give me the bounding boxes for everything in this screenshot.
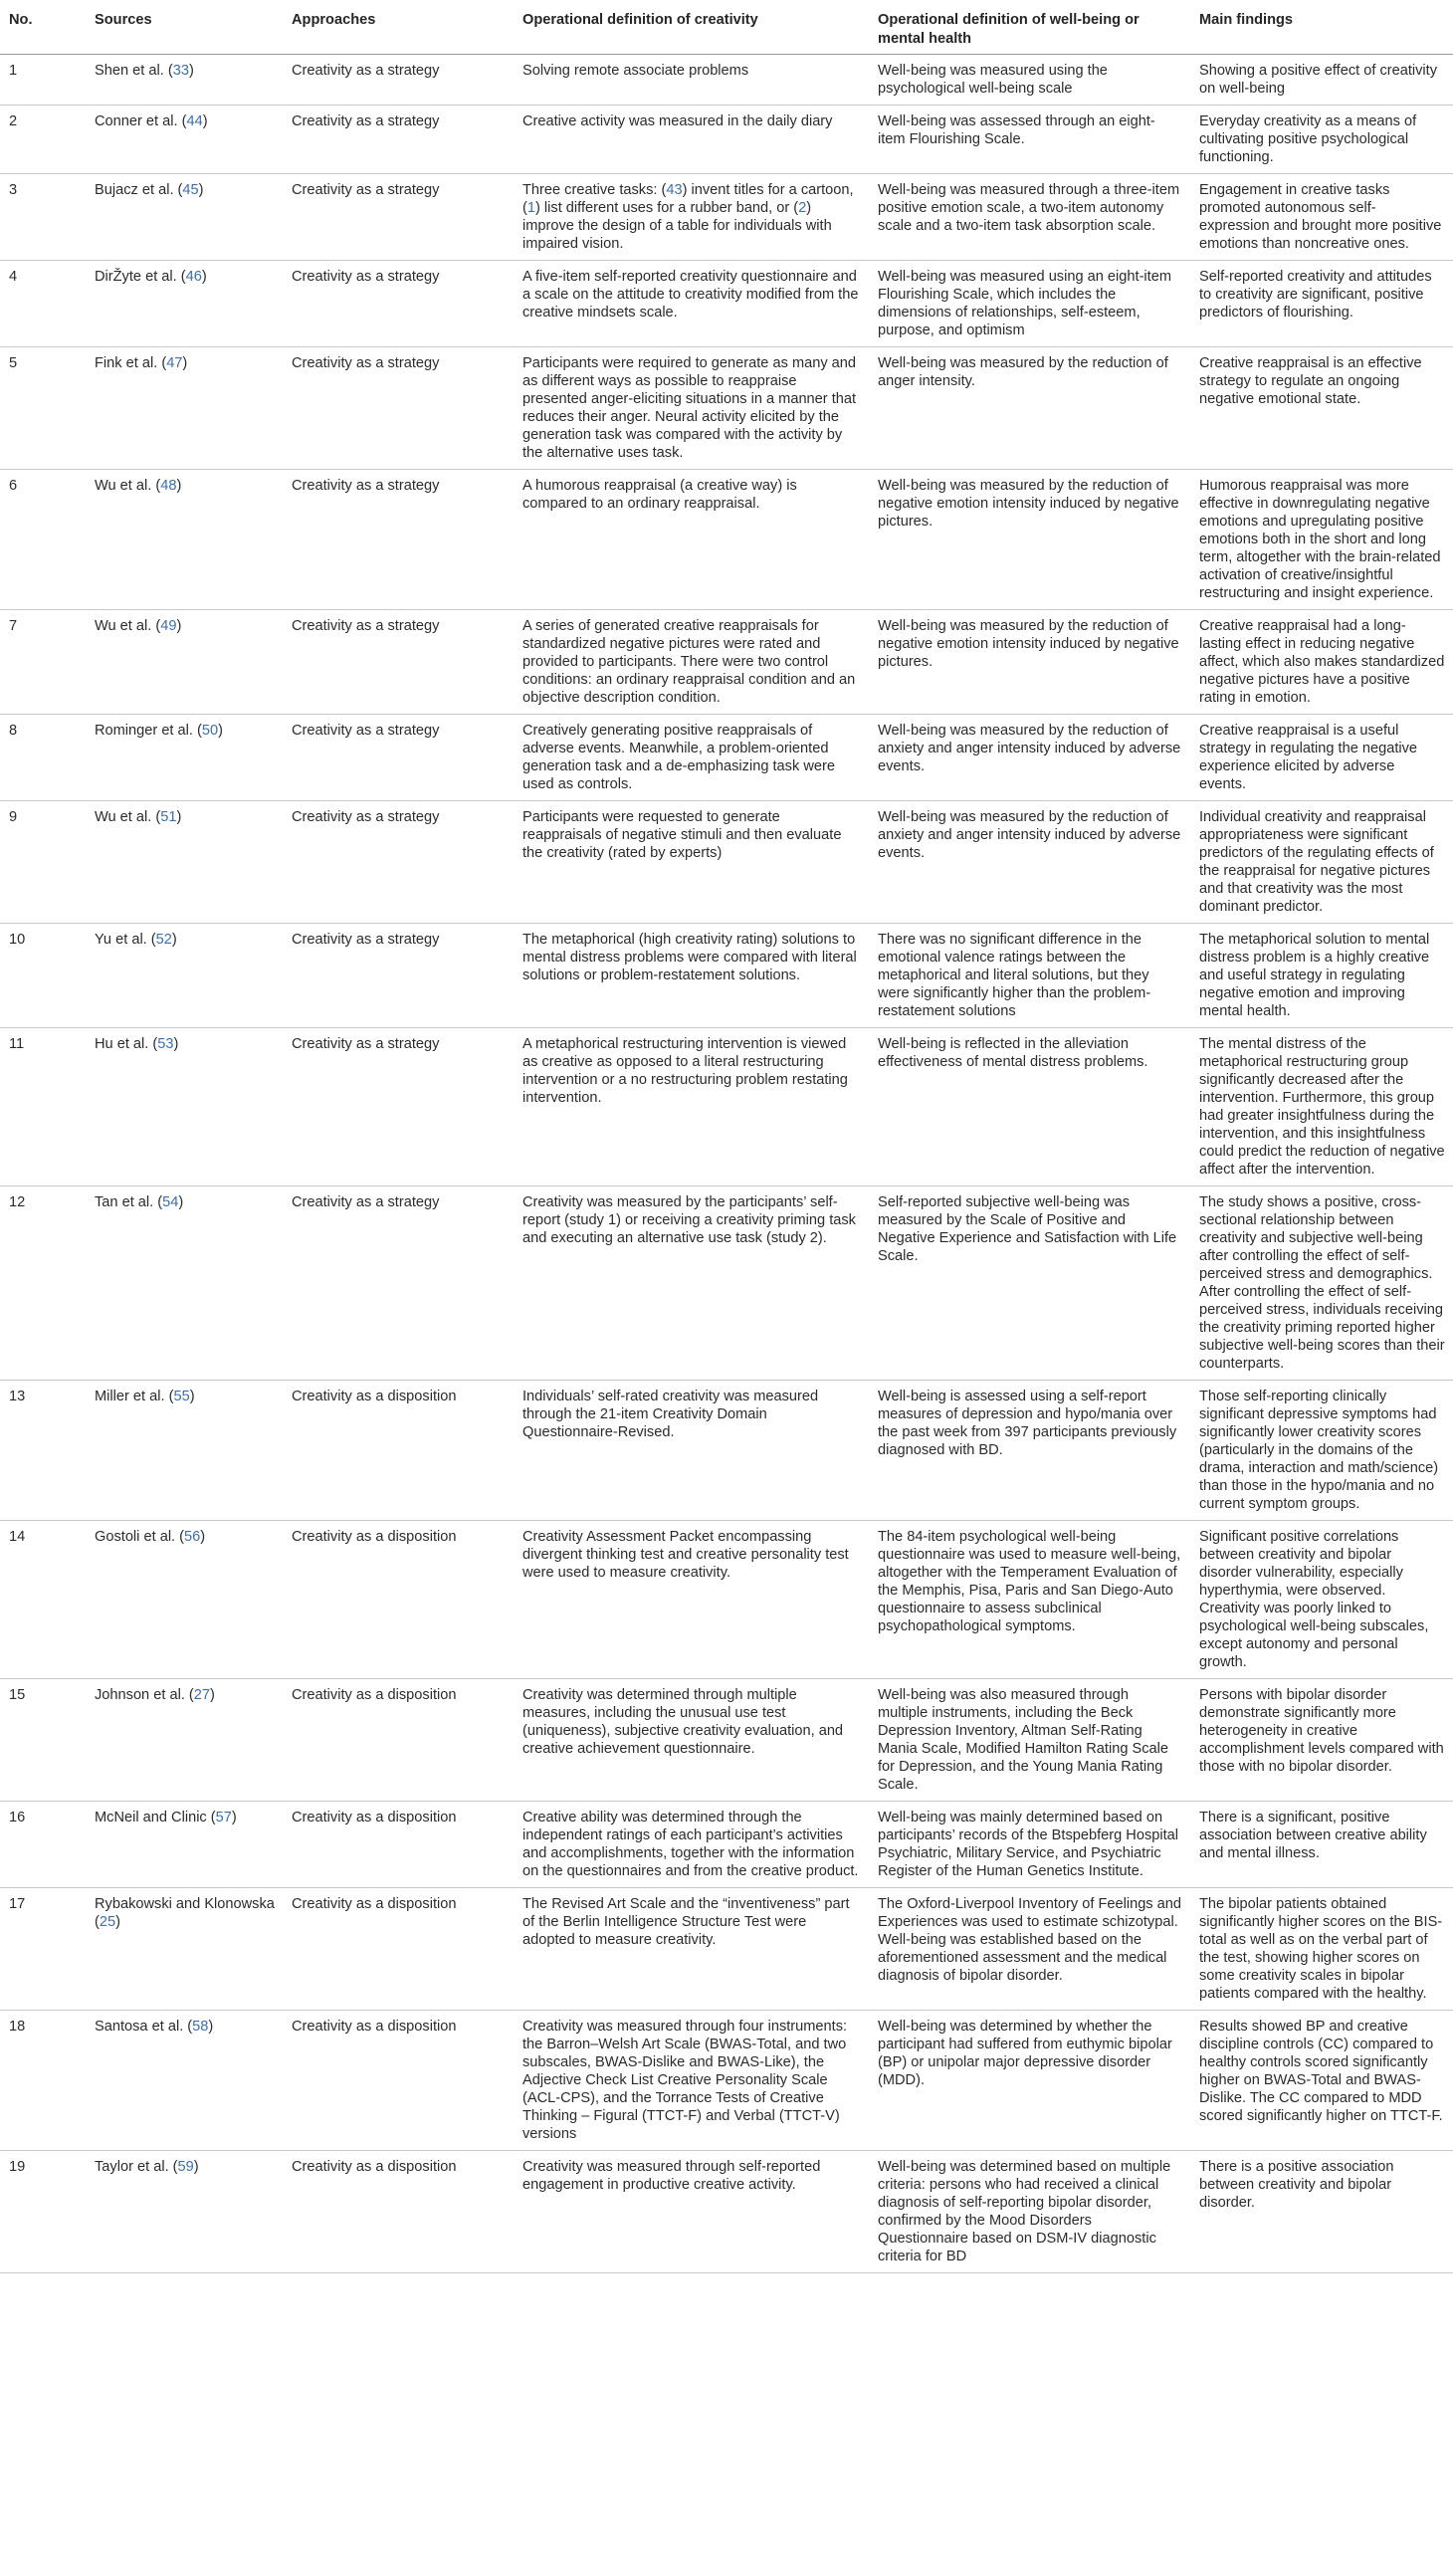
cell-source: Wu et al. (51) xyxy=(86,801,283,924)
reference-link[interactable]: 1 xyxy=(526,200,535,216)
cell-no: 14 xyxy=(0,1521,86,1679)
cell-source: Shen et al. (33) xyxy=(86,55,283,106)
reference-link[interactable]: 25 xyxy=(99,1914,116,1930)
definition-text: A five-item self-reported creativity questionnaire and a scale on the attitude to creativity modified from the creative mindsets scale. xyxy=(522,269,859,321)
source-name: Rybakowski and Klonowska xyxy=(95,1896,275,1912)
reference-link[interactable]: 43 xyxy=(666,182,683,198)
cell-approach: Creativity as a strategy xyxy=(283,801,514,924)
cell-wellbeing-definition: Well-being was measured by the reduction of anxiety and anger intensity induced by adverse events. xyxy=(869,715,1190,801)
cell-no: 4 xyxy=(0,261,86,347)
cell-no: 9 xyxy=(0,801,86,924)
cell-creativity-definition xyxy=(514,1521,869,1679)
cell-wellbeing-definition: The 84-item psychological well-being questionnaire was used to measure well-being, altogether with the Temperament Evaluation of the Memphis, Pisa, Paris and San Diego-Auto questionnaire to assess subclinical psychopathological symptoms. xyxy=(869,1521,1190,1679)
cell-main-findings: Showing a positive effect of creativity on well-being xyxy=(1190,55,1453,106)
source-name: Conner et al. xyxy=(95,113,178,129)
cell-creativity-definition xyxy=(514,1028,869,1186)
cell-creativity-definition xyxy=(514,2151,869,2273)
cell-approach: Creativity as a strategy xyxy=(283,1028,514,1186)
reference-link[interactable]: 33 xyxy=(172,63,189,79)
cell-source: Santosa et al. (58) xyxy=(86,2011,283,2151)
cell-approach: Creativity as a disposition xyxy=(283,1381,514,1521)
cell-creativity-definition xyxy=(514,2011,869,2151)
source-name: Gostoli et al. xyxy=(95,1529,176,1545)
reference-link[interactable]: 59 xyxy=(177,2159,194,2175)
reference-link[interactable]: 50 xyxy=(201,723,219,739)
cell-main-findings: There is a positive association between creativity and bipolar disorder. xyxy=(1190,2151,1453,2273)
cell-main-findings: Creative reappraisal had a long-lasting effect in reducing negative affect, which also makes standardized negative pictures have a positive rating in emotion. xyxy=(1190,610,1453,715)
reference-link[interactable]: 44 xyxy=(186,113,203,129)
cell-creativity-definition xyxy=(514,1679,869,1802)
cell-source: Wu et al. (49) xyxy=(86,610,283,715)
table-row xyxy=(0,1381,1453,1521)
cell-wellbeing-definition: Well-being was measured by the reduction of anxiety and anger intensity induced by adverse events. xyxy=(869,801,1190,924)
cell-wellbeing-definition: Well-being was determined based on multiple criteria: persons who had received a clinical diagnosis of self-reporting bipolar disorder, confirmed by the Mood Disorders Questionnaire based on DSM-IV diagnostic criteria for BD xyxy=(869,2151,1190,2273)
table-header xyxy=(0,0,1453,55)
source-name: Taylor et al. xyxy=(95,2159,169,2175)
cell-main-findings: Significant positive correlations between creativity and bipolar disorder vulnerability, especially hyperthymia, were observed. Creativity was poorly linked to psychological well-being subscales, except autonomy and personal growth. xyxy=(1190,1521,1453,1679)
table-row xyxy=(0,1888,1453,2011)
cell-main-findings: Results showed BP and creative discipline controls (CC) compared to healthy controls scored significantly higher on BWAS-Total and BWAS-Dislike. The CC compared to MDD scored significantly higher on TTCT-F. xyxy=(1190,2011,1453,2151)
table-row xyxy=(0,2151,1453,2273)
cell-wellbeing-definition: Well-being was measured by the reduction of negative emotion intensity induced by negative pictures. xyxy=(869,610,1190,715)
cell-approach: Creativity as a strategy xyxy=(283,174,514,261)
cell-main-findings: The metaphorical solution to mental distress problem is a highly creative and useful strategy in regulating negative emotion and improving mental health. xyxy=(1190,924,1453,1028)
source-name: Yu et al. xyxy=(95,932,147,948)
cell-source: Johnson et al. (27) xyxy=(86,1679,283,1802)
cell-approach: Creativity as a disposition xyxy=(283,2011,514,2151)
table-row xyxy=(0,2011,1453,2151)
source-name: Rominger et al. xyxy=(95,723,193,739)
table-row xyxy=(0,610,1453,715)
reference-link[interactable]: 55 xyxy=(173,1389,190,1404)
reference-link[interactable]: 54 xyxy=(162,1194,179,1210)
definition-text: Three creative tasks: ( xyxy=(522,182,667,198)
cell-main-findings: The mental distress of the metaphorical restructuring group significantly decreased after the intervention. Furthermore, this group had greater insightfulness during the intervention, and this insightfulness could predict the reduction of negative affect after the intervention. xyxy=(1190,1028,1453,1186)
table-row xyxy=(0,1521,1453,1679)
cell-source: Fink et al. (47) xyxy=(86,347,283,470)
reference-link[interactable]: 47 xyxy=(166,355,183,371)
cell-wellbeing-definition: Well-being was also measured through multiple instruments, including the Beck Depression Inventory, Altman Self-Rating Mania Scale, Modified Hamilton Rating Scale for Depression, and the Young Mania Rating Scale. xyxy=(869,1679,1190,1802)
header-main-findings: Main findings xyxy=(1190,0,1453,55)
reference-link[interactable]: 57 xyxy=(215,1810,232,1825)
definition-text: A metaphorical restructuring intervention is viewed as creative as opposed to a literal restructuring intervention or a no restructuring problem restating intervention. xyxy=(522,1036,848,1106)
cell-wellbeing-definition: Well-being is assessed using a self-report measures of depression and hypo/mania over the past week from 397 participants previously diagnosed with BD. xyxy=(869,1381,1190,1521)
cell-main-findings: Persons with bipolar disorder demonstrate significantly more heterogeneity in creative accomplishment levels compared with those with no bipolar disorder. xyxy=(1190,1679,1453,1802)
definition-text: Individuals’ self-rated creativity was measured through the 21-item Creativity Domain Questionnaire-Revised. xyxy=(522,1389,819,1440)
definition-text: The Revised Art Scale and the “inventiveness” part of the Berlin Intelligence Structure Test were adopted to measure creativity. xyxy=(522,1896,850,1948)
cell-wellbeing-definition: Well-being was measured by the reduction of negative emotion intensity induced by negative pictures. xyxy=(869,470,1190,610)
cell-approach: Creativity as a strategy xyxy=(283,106,514,174)
reference-link[interactable]: 58 xyxy=(192,2019,209,2035)
cell-main-findings: Self-reported creativity and attitudes to creativity are significant, positive predictors of flourishing. xyxy=(1190,261,1453,347)
cell-approach: Creativity as a strategy xyxy=(283,610,514,715)
cell-wellbeing-definition: Well-being is reflected in the alleviation effectiveness of mental distress problems. xyxy=(869,1028,1190,1186)
cell-source: Bujacz et al. (45) xyxy=(86,174,283,261)
definition-text: Participants were required to generate as many and as different ways as possible to reappraise presented anger-eliciting situations in a manner that reduces their anger. Neural activity elicited by the generation task was compared with the activity by the alternative uses task. xyxy=(522,355,857,461)
cell-no: 11 xyxy=(0,1028,86,1186)
cell-source: Rybakowski and Klonowska (25) xyxy=(86,1888,283,2011)
cell-no: 8 xyxy=(0,715,86,801)
source-name: Wu et al. xyxy=(95,809,152,825)
cell-creativity-definition xyxy=(514,347,869,470)
cell-source: Tan et al. (54) xyxy=(86,1186,283,1381)
reference-link[interactable]: 49 xyxy=(160,618,177,634)
table-row xyxy=(0,261,1453,347)
source-name: Bujacz et al. xyxy=(95,182,174,198)
definition-text: ) list different uses for a rubber band, or ( xyxy=(535,200,799,216)
header-approaches: Approaches xyxy=(283,0,514,55)
reference-link[interactable]: 2 xyxy=(798,200,807,216)
definition-text: Creativity was measured through self-reported engagement in productive creative activity. xyxy=(522,2159,821,2193)
cell-source: McNeil and Clinic (57) xyxy=(86,1802,283,1888)
table-row xyxy=(0,801,1453,924)
cell-wellbeing-definition: Well-being was measured using the psychological well-being scale xyxy=(869,55,1190,106)
cell-approach: Creativity as a disposition xyxy=(283,1802,514,1888)
definition-text: Participants were requested to generate reappraisals of negative stimuli and then evaluate the creativity (rated by experts) xyxy=(522,809,842,861)
definition-text: Creativity was measured through four instruments: the Barron–Welsh Art Scale (BWAS-Total, and two subscales, BWAS-Dislike and BWAS-Like), the Adjective Check List Creative Personality Scale (ACL-CPS), and the Torrance Tests of Creative Thinking – Figural (TTCT-F) and Verbal (TTCT-V) versions xyxy=(522,2019,848,2142)
cell-main-findings: There is a significant, positive association between creative ability and mental illness. xyxy=(1190,1802,1453,1888)
cell-wellbeing-definition: Well-being was mainly determined based on participants’ records of the Btspebferg Hospital Psychiatric, Military Service, and Psychiatric Register of the Human Genetics Institute. xyxy=(869,1802,1190,1888)
cell-approach: Creativity as a strategy xyxy=(283,1186,514,1381)
table-body xyxy=(0,55,1453,2273)
cell-source: Taylor et al. (59) xyxy=(86,2151,283,2273)
header-no: No. xyxy=(0,0,86,55)
cell-creativity-definition xyxy=(514,801,869,924)
cell-approach: Creativity as a strategy xyxy=(283,924,514,1028)
cell-approach: Creativity as a strategy xyxy=(283,470,514,610)
table-row xyxy=(0,924,1453,1028)
definition-text: Creativity was measured by the participants’ self-report (study 1) or receiving a creativity priming task and executing an alternative use task (study 2). xyxy=(522,1194,856,1246)
cell-approach: Creativity as a strategy xyxy=(283,347,514,470)
cell-source: Conner et al. (44) xyxy=(86,106,283,174)
cell-creativity-definition xyxy=(514,106,869,174)
cell-no: 7 xyxy=(0,610,86,715)
cell-main-findings: Individual creativity and reappraisal appropriateness were significant predictors of the regulating effects of the reappraisal for negative pictures and that creativity was the most dominant predictor. xyxy=(1190,801,1453,924)
cell-source: Gostoli et al. (56) xyxy=(86,1521,283,1679)
cell-wellbeing-definition: Well-being was assessed through an eight-item Flourishing Scale. xyxy=(869,106,1190,174)
cell-source: DirŽyte et al. (46) xyxy=(86,261,283,347)
table-row xyxy=(0,1028,1453,1186)
cell-creativity-definition xyxy=(514,715,869,801)
source-name: Hu et al. xyxy=(95,1036,149,1052)
header-wellbeing-definition: Operational definition of well-being or mental health xyxy=(869,0,1190,55)
cell-main-findings: Everyday creativity as a means of cultivating positive psychological functioning. xyxy=(1190,106,1453,174)
cell-wellbeing-definition: The Oxford-Liverpool Inventory of Feelings and Experiences was used to estimate schizotypal. Well-being was established based on the aforementioned assessment and the medical diagnosis of bipolar disorder. xyxy=(869,1888,1190,2011)
table-row xyxy=(0,715,1453,801)
source-name: Fink et al. xyxy=(95,355,158,371)
cell-wellbeing-definition: Well-being was measured using an eight-item Flourishing Scale, which includes the dimensions of relationships, self-esteem, purpose, and optimism xyxy=(869,261,1190,347)
cell-approach: Creativity as a strategy xyxy=(283,715,514,801)
cell-no: 12 xyxy=(0,1186,86,1381)
cell-no: 17 xyxy=(0,1888,86,2011)
cell-creativity-definition xyxy=(514,470,869,610)
cell-no: 19 xyxy=(0,2151,86,2273)
cell-no: 16 xyxy=(0,1802,86,1888)
table-row xyxy=(0,174,1453,261)
definition-text: Creative activity was measured in the daily diary xyxy=(522,113,833,129)
table-row xyxy=(0,470,1453,610)
cell-source: Wu et al. (48) xyxy=(86,470,283,610)
cell-main-findings: Creative reappraisal is a useful strategy in regulating the negative experience elicited by adverse events. xyxy=(1190,715,1453,801)
definition-text: The metaphorical (high creativity rating) solutions to mental distress problems were compared with literal solutions or problem-restatement solutions. xyxy=(522,932,857,983)
source-name: Wu et al. xyxy=(95,478,152,494)
source-name: Miller et al. xyxy=(95,1389,165,1404)
reference-link[interactable]: 46 xyxy=(185,269,202,285)
definition-text: Creatively generating positive reappraisals of adverse events. Meanwhile, a problem-oriented generation task and a de-emphasizing task were used as controls. xyxy=(522,723,835,792)
cell-wellbeing-definition: There was no significant difference in the emotional valence ratings between the metaphorical and literal solutions, but they were significantly higher than the problem-restatement solutions xyxy=(869,924,1190,1028)
cell-creativity-definition xyxy=(514,55,869,106)
source-name: DirŽyte et al. xyxy=(95,269,177,285)
source-name: Tan et al. xyxy=(95,1194,154,1210)
definition-text: ) improve the design of a table for individuals with impaired vision. xyxy=(522,200,832,252)
cell-creativity-definition xyxy=(514,1381,869,1521)
definition-text: Creativity was determined through multiple measures, including the unusual use test (uniqueness), subjective creativity evaluation, and creative achievement questionnaire. xyxy=(522,1687,844,1757)
definition-text: Solving remote associate problems xyxy=(522,63,749,79)
cell-approach: Creativity as a strategy xyxy=(283,55,514,106)
cell-wellbeing-definition: Well-being was measured through a three-item positive emotion scale, a two-item autonomy scale and a two-item task absorption scale. xyxy=(869,174,1190,261)
reference-link[interactable]: 51 xyxy=(160,809,177,825)
table-row xyxy=(0,1802,1453,1888)
cell-source: Rominger et al. (50) xyxy=(86,715,283,801)
reference-link[interactable]: 45 xyxy=(182,182,199,198)
table-row xyxy=(0,1186,1453,1381)
definition-text: Creativity Assessment Packet encompassing divergent thinking test and creative personality test were used to measure creativity. xyxy=(522,1529,849,1581)
cell-creativity-definition xyxy=(514,261,869,347)
table-row xyxy=(0,55,1453,106)
cell-main-findings: Humorous reappraisal was more effective in downregulating negative emotions and upregulating positive emotions both in the short and long term, altogether with the brain-related activation of creative/insightful restructuring and insight experience. xyxy=(1190,470,1453,610)
reference-link[interactable]: 56 xyxy=(184,1529,201,1545)
cell-approach: Creativity as a strategy xyxy=(283,261,514,347)
source-name: Johnson et al. xyxy=(95,1687,185,1703)
cell-main-findings: Engagement in creative tasks promoted autonomous self-expression and brought more positive emotions than noncreative ones. xyxy=(1190,174,1453,261)
table-row xyxy=(0,347,1453,470)
cell-wellbeing-definition: Well-being was measured by the reduction of anger intensity. xyxy=(869,347,1190,470)
cell-wellbeing-definition: Self-reported subjective well-being was measured by the Scale of Positive and Negative Experience and Satisfaction with Life Scale. xyxy=(869,1186,1190,1381)
cell-creativity-definition xyxy=(514,174,869,261)
cell-approach: Creativity as a disposition xyxy=(283,1679,514,1802)
cell-creativity-definition xyxy=(514,1888,869,2011)
definition-text: A series of generated creative reappraisals for standardized negative pictures were rated and provided to participants. There were two control conditions: an ordinary reappraisal condition and an objective description condition. xyxy=(522,618,856,706)
cell-wellbeing-definition: Well-being was determined by whether the participant had suffered from euthymic bipolar (BP) or unipolar major depressive disorder (MDD). xyxy=(869,2011,1190,2151)
cell-creativity-definition xyxy=(514,1186,869,1381)
source-name: Wu et al. xyxy=(95,618,152,634)
cell-creativity-definition xyxy=(514,924,869,1028)
reference-link[interactable]: 52 xyxy=(155,932,172,948)
cell-approach: Creativity as a disposition xyxy=(283,1888,514,2011)
cell-no: 18 xyxy=(0,2011,86,2151)
cell-no: 2 xyxy=(0,106,86,174)
cell-main-findings: Creative reappraisal is an effective strategy to regulate an ongoing negative emotional state. xyxy=(1190,347,1453,470)
cell-creativity-definition xyxy=(514,1802,869,1888)
cell-no: 6 xyxy=(0,470,86,610)
reference-link[interactable]: 53 xyxy=(157,1036,174,1052)
cell-source: Miller et al. (55) xyxy=(86,1381,283,1521)
cell-no: 10 xyxy=(0,924,86,1028)
definition-text: ) invent titles for a cartoon, ( xyxy=(522,182,854,216)
cell-no: 13 xyxy=(0,1381,86,1521)
definition-text: A humorous reappraisal (a creative way) is compared to an ordinary reappraisal. xyxy=(522,478,797,512)
cell-no: 1 xyxy=(0,55,86,106)
cell-main-findings: The bipolar patients obtained significantly higher scores on the BIS-total as well as on the verbal part of the test, showing higher scores on some creativity scales in bipolar patients compared with the healthy. xyxy=(1190,1888,1453,2011)
table-row xyxy=(0,106,1453,174)
source-name: McNeil and Clinic xyxy=(95,1810,207,1825)
cell-source: Yu et al. (52) xyxy=(86,924,283,1028)
reference-link[interactable]: 48 xyxy=(160,478,177,494)
cell-main-findings: The study shows a positive, cross-sectional relationship between creativity and subjective well-being after controlling the effect of self-perceived stress and demographics. After controlling the effect of self-perceived stress, individuals receiving the creativity priming reported higher subjective well-being scores than their counterparts. xyxy=(1190,1186,1453,1381)
cell-approach: Creativity as a disposition xyxy=(283,1521,514,1679)
cell-creativity-definition xyxy=(514,610,869,715)
header-creativity-definition: Operational definition of creativity xyxy=(514,0,869,55)
cell-approach: Creativity as a disposition xyxy=(283,2151,514,2273)
header-sources: Sources xyxy=(86,0,283,55)
cell-no: 15 xyxy=(0,1679,86,1802)
table-row xyxy=(0,1679,1453,1802)
definition-text: Creative ability was determined through the independent ratings of each participant’s activities and accomplishments, together with the information on the questionnaires and from the creative product. xyxy=(522,1810,859,1879)
cell-main-findings: Those self-reporting clinically significant depressive symptoms had significantly lower creativity scores (particularly in the domains of the drama, interaction and math/science) than those in the hypo/mania and no current symptom groups. xyxy=(1190,1381,1453,1521)
cell-source: Hu et al. (53) xyxy=(86,1028,283,1186)
cell-no: 5 xyxy=(0,347,86,470)
source-name: Santosa et al. xyxy=(95,2019,184,2035)
reference-link[interactable]: 27 xyxy=(193,1687,211,1703)
cell-no: 3 xyxy=(0,174,86,261)
header-row xyxy=(0,0,1453,55)
source-name: Shen et al. xyxy=(95,63,164,79)
